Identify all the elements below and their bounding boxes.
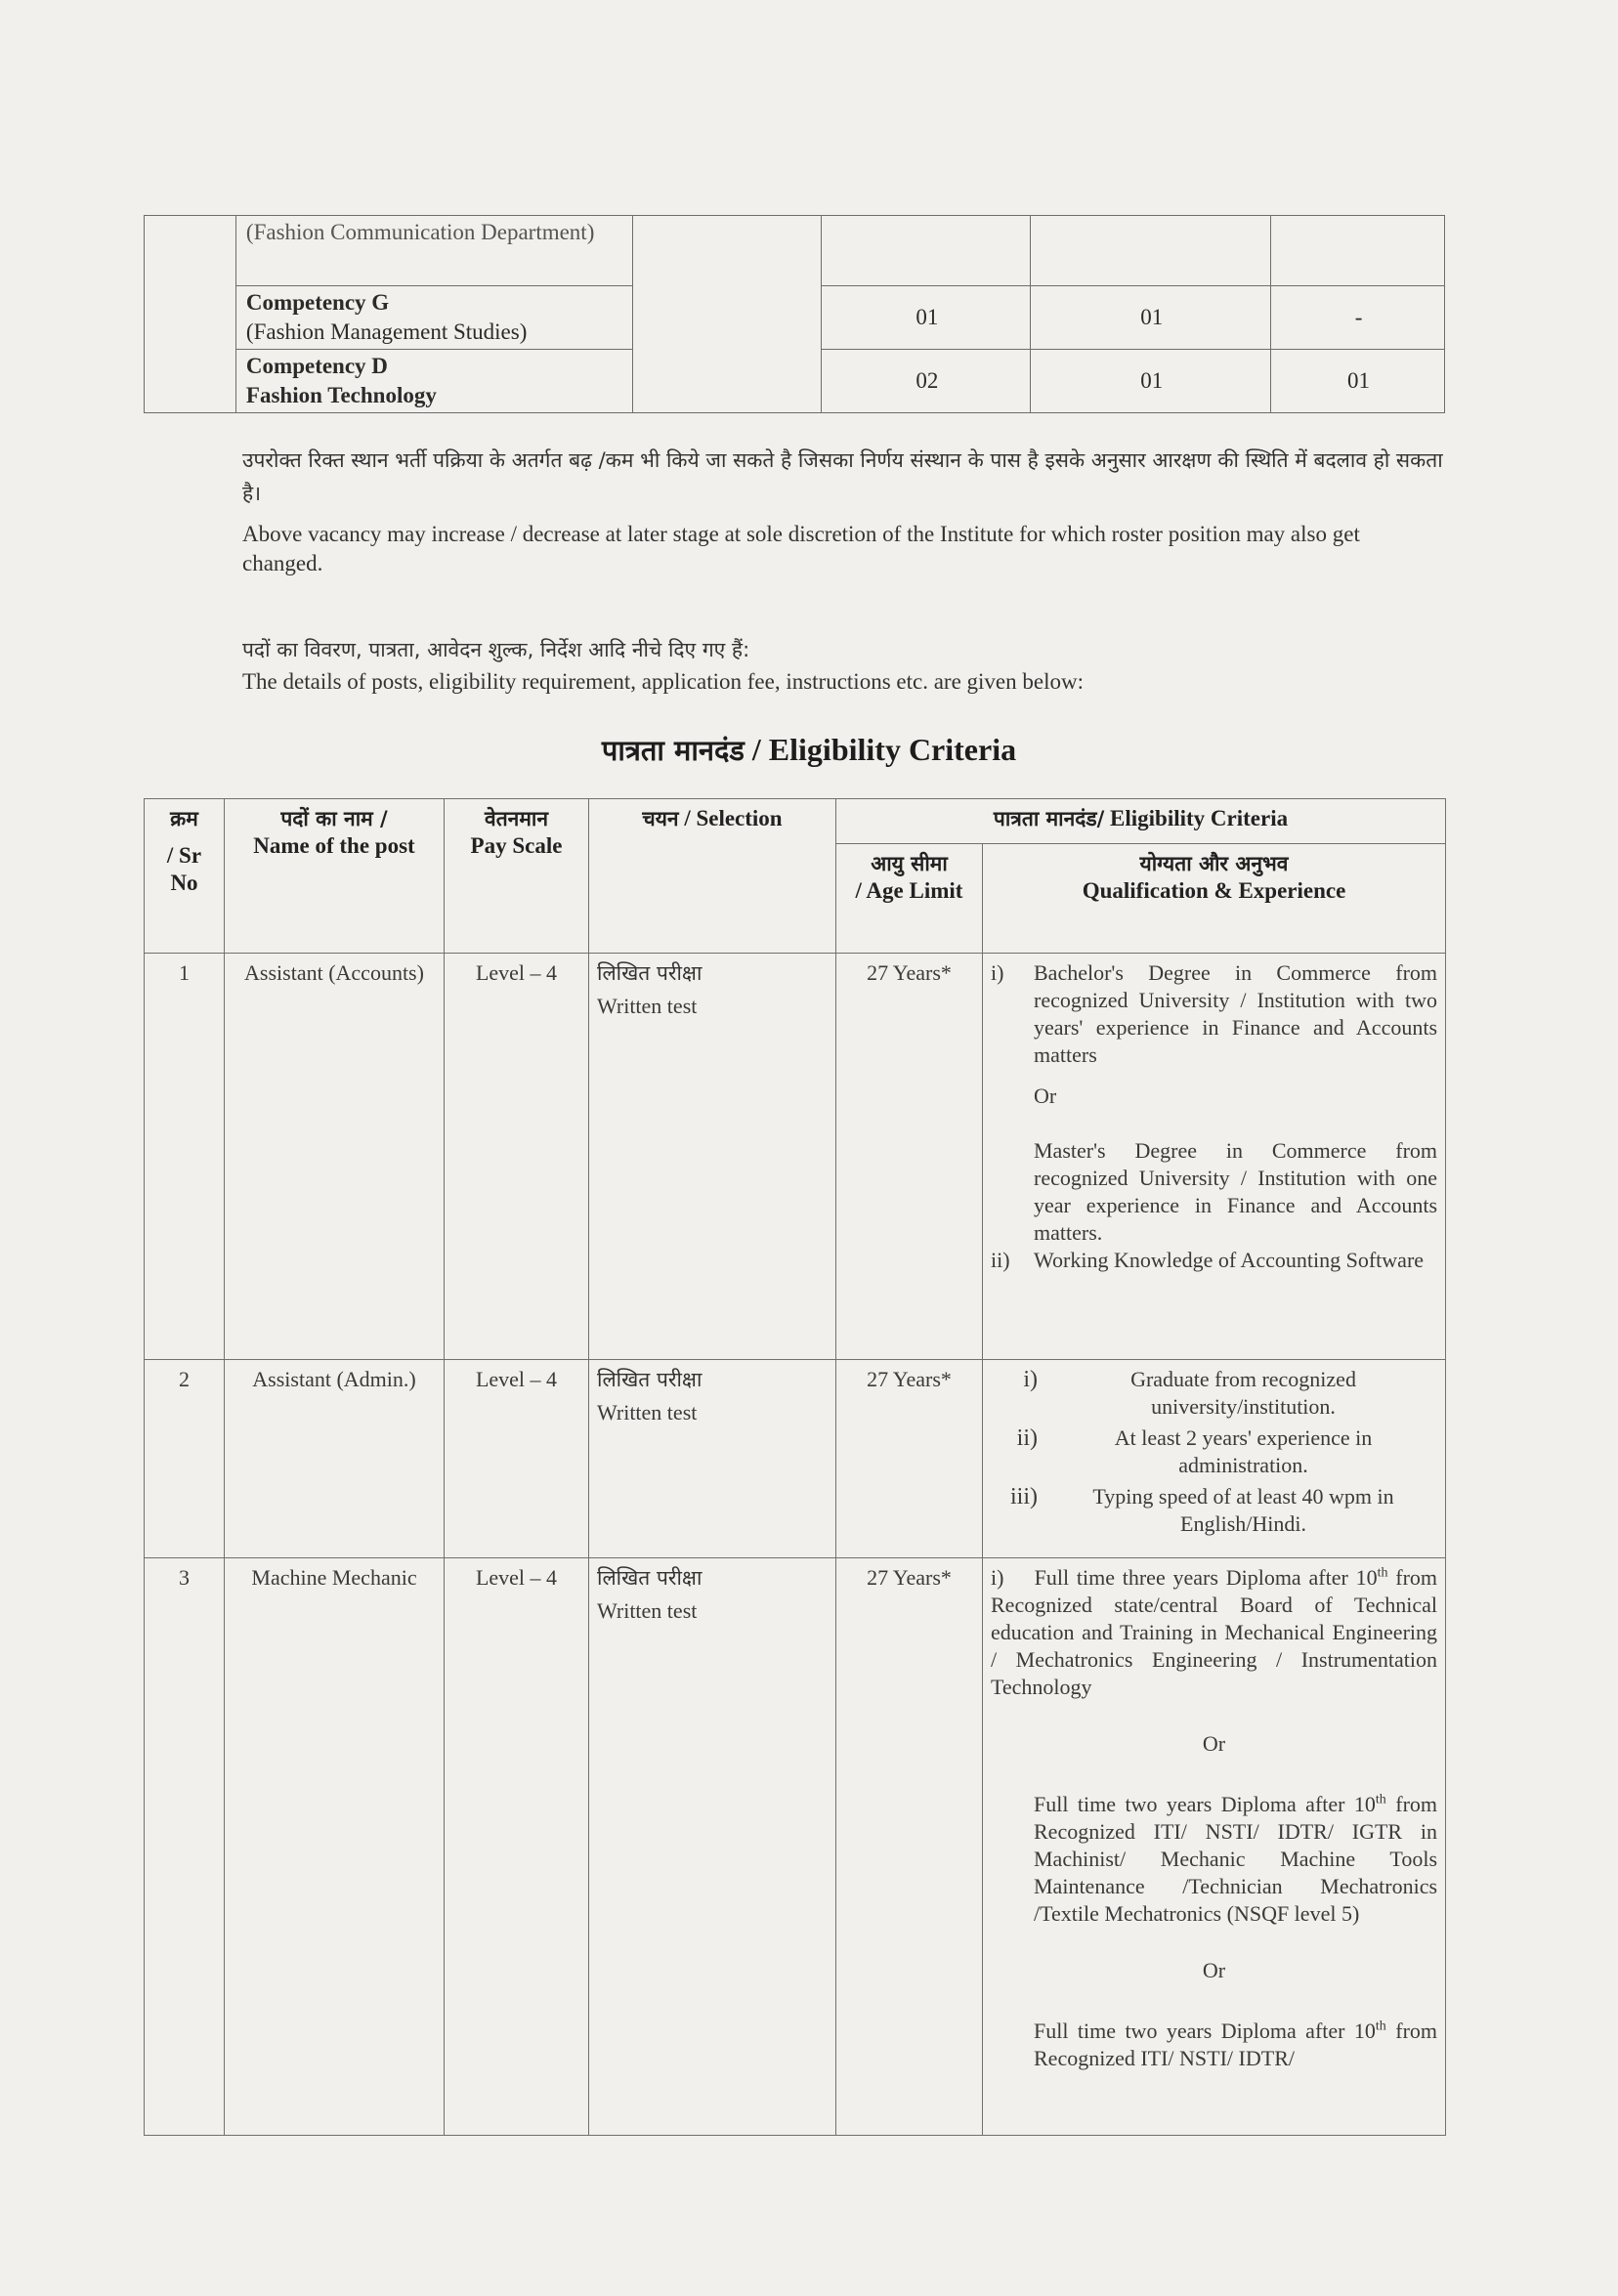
- header-sr: क्रम / Sr No: [145, 799, 225, 954]
- details-note-hindi: पदों का विवरण, पात्रता, आवेदन शुल्क, निर्देश आदि नीचे दिए गए हैं:: [242, 638, 750, 661]
- pay-scale: Level – 4: [445, 1558, 589, 2136]
- header-pay: वेतनमान Pay Scale: [445, 799, 589, 954]
- vacancy-note-hindi: उपरोक्त रिक्त स्थान भर्ती पक्रिया के अतर्गत बढ़ /कम भी किये जा सकते है जिसका निर्णय संस्थान के पास है इसके अनुसार आरक्षण की स्थिति में बदलाव हो सकता है।: [242, 448, 1443, 505]
- vacancy-table: [144, 215, 1445, 413]
- post-name: Machine Mechanic: [225, 1558, 445, 2136]
- vacancy-count: 01: [1031, 286, 1271, 350]
- dept-name: (Fashion Communication Department): [235, 216, 632, 286]
- header-row: [145, 799, 1446, 844]
- age-limit: 27 Years*: [836, 954, 983, 1360]
- header-selection: चयन / Selection: [589, 799, 836, 954]
- age-limit: 27 Years*: [836, 1360, 983, 1558]
- pay-scale: Level – 4: [445, 954, 589, 1360]
- qualification: i) Full time three years Diploma after 10th from Recognized state/central Board of Technical education and Training in Mechanical Engineering / Mechatronics Engineering / Instrumentation Technology Or Full time two years Diploma after 10th from Recognized ITI/ NSTI/ IDTR/ IGTR in Machinist/ Mechanic Machine Tools Maintenance /Technician Mechatronics /Textile Mechatronics (NSQF level 5) Or Full time two years Diploma after 10th from Recognized ITI/ NSTI/ IDTR/: [983, 1558, 1446, 2136]
- qualification: i) Graduate from recognized university/institution. ii) At least 2 years' experience in administration. iii) Typing speed of at least 40 wpm in English/Hindi.: [983, 1360, 1446, 1558]
- eligibility-table: [144, 798, 1446, 2136]
- dept-name: Competency G (Fashion Management Studies): [235, 286, 632, 350]
- selection: लिखित परीक्षा Written test: [589, 1360, 836, 1558]
- vacancy-count: 02: [822, 350, 1031, 413]
- vacancy-count: 01: [822, 286, 1031, 350]
- sr-no: 3: [145, 1558, 225, 2136]
- sr-no: 2: [145, 1360, 225, 1558]
- header-age: आयु सीमा / Age Limit: [836, 844, 983, 954]
- post-name: Assistant (Accounts): [225, 954, 445, 1360]
- selection: लिखित परीक्षा Written test: [589, 1558, 836, 2136]
- table-row: [145, 1558, 1446, 2136]
- post-name: Assistant (Admin.): [225, 1360, 445, 1558]
- header-qualification: योग्यता और अनुभव Qualification & Experience: [983, 844, 1446, 954]
- header-eligibility: पात्रता मानदंड/ Eligibility Criteria: [836, 799, 1446, 844]
- details-note-english: The details of posts, eligibility requirement, application fee, instructions etc. are given below:: [242, 669, 1084, 694]
- table-row: [145, 1360, 1446, 1558]
- selection: लिखित परीक्षा Written test: [589, 954, 836, 1360]
- table-row: [145, 954, 1446, 1360]
- vacancy-count: 01: [1271, 350, 1445, 413]
- header-post: पदों का नाम / Name of the post: [225, 799, 445, 954]
- section-heading: पात्रता मानदंड / Eligibility Criteria: [601, 732, 1017, 767]
- table-row: [145, 216, 1445, 286]
- vacancy-count: -: [1271, 286, 1445, 350]
- vacancy-note-english: Above vacancy may increase / decrease at later stage at sole discretion of the Institute for which roster position may also get changed.: [242, 522, 1360, 575]
- qualification: i) Bachelor's Degree in Commerce from recognized University / Institution with two years' experience in Finance and Accounts matters Or Master's Degree in Commerce from recognized University / Institution with one year experience in Finance and Accounts matters. ii) Working Knowledge of Accounting Software: [983, 954, 1446, 1360]
- age-limit: 27 Years*: [836, 1558, 983, 2136]
- dept-name: Competency D Fashion Technology: [235, 350, 632, 413]
- sr-no: 1: [145, 954, 225, 1360]
- vacancy-count: 01: [1031, 350, 1271, 413]
- pay-scale: Level – 4: [445, 1360, 589, 1558]
